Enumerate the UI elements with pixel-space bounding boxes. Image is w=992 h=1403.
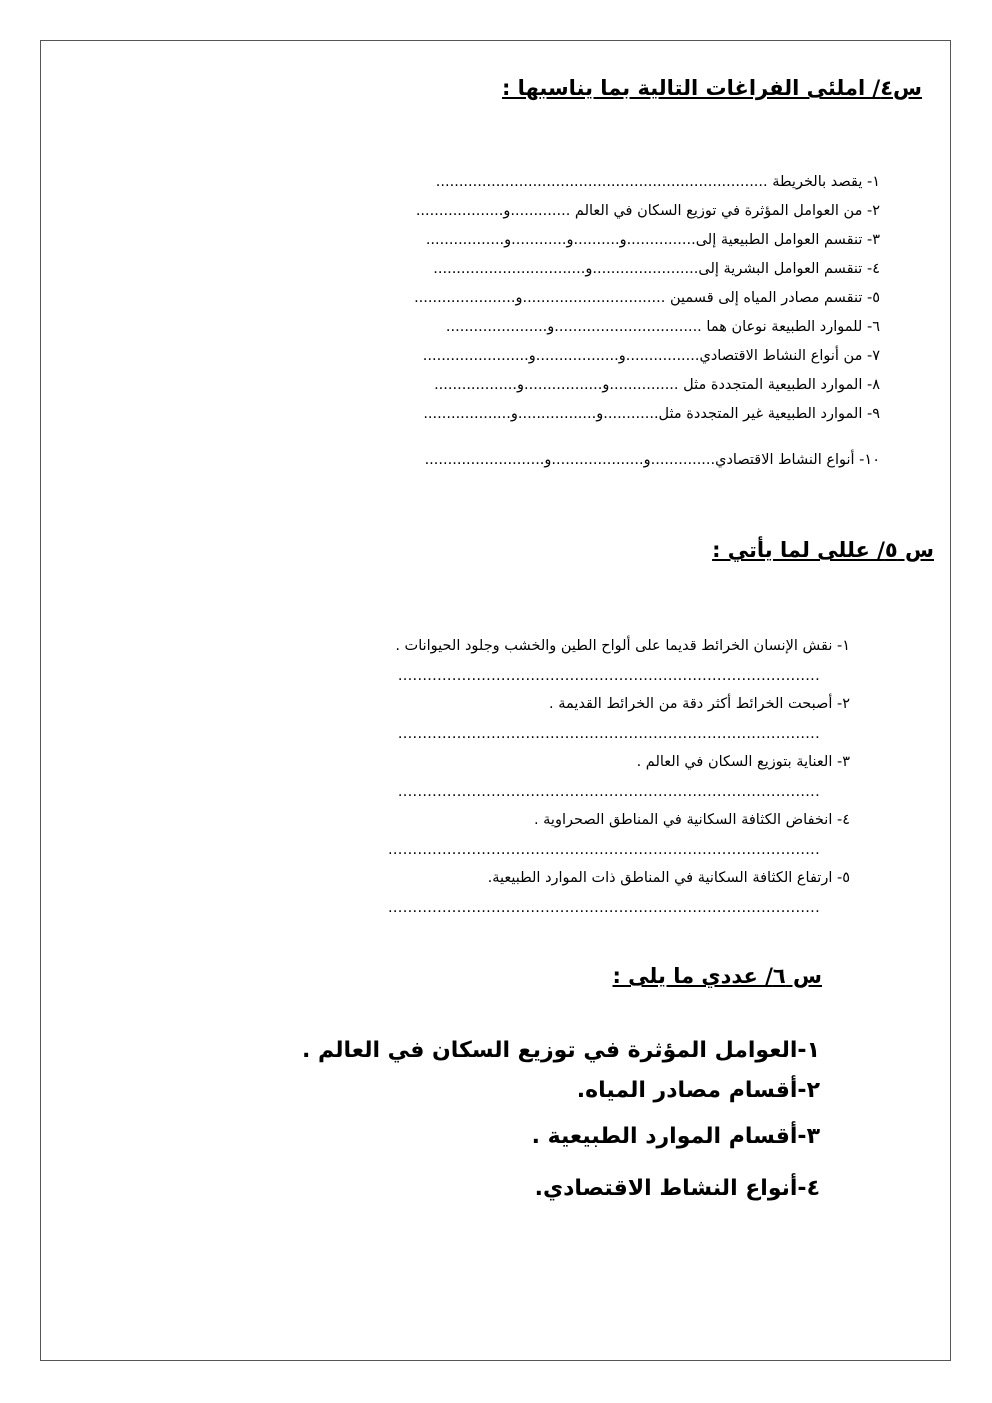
q4-item-1: ١- يقصد بالخريطة ........................................................................: [435, 174, 880, 190]
q4-item-7: ٧- من أنواع النشاط الاقتصادي................و..................و.......................: [422, 348, 880, 364]
q6-title: س ٦/ عددي ما يلى :: [612, 964, 822, 988]
q5-item-3: ٣- العناية بتوزيع السكان في العالم .: [636, 754, 850, 770]
q5-item-5: ٥- ارتفاع الكثافة السكانية في المناطق ذات الموارد الطبيعية.: [487, 870, 850, 886]
q4-item-5: ٥- تنقسم مصادر المياه إلى قسمين ...............................و......................: [414, 290, 880, 306]
q5-title: س ٥/ عللى لما يأتي :: [712, 538, 934, 562]
q6-item-3: ٣-أقسام الموارد الطبيعية .: [531, 1124, 820, 1149]
q5-answer-line-3: ......................................................................................: [397, 784, 820, 800]
q4-title: س٤/ املئى الفراغات التالية بما يناسبها :: [501, 76, 922, 100]
q5-answer-line-5: ........................................................................................: [387, 900, 820, 916]
q4-item-4: ٤- تنقسم العوامل البشرية إلى.......................و.................................: [433, 261, 880, 277]
q5-item-2: ٢- أصبحت الخرائط أكثر دقة من الخرائط القديمة .: [549, 696, 850, 712]
q4-item-10: ١٠- أنواع النشاط الاقتصادي..............و....................و..........................: [424, 452, 880, 468]
q6-item-4: ٤-أنواع النشاط الاقتصادي.: [534, 1176, 820, 1201]
q6-item-1: ١-العوامل المؤثرة في توزيع السكان في العالم .: [302, 1038, 820, 1063]
q4-item-9: ٩- الموارد الطبيعية غير المتجددة مثل............و.................و...................: [423, 406, 880, 422]
q5-answer-line-2: ......................................................................................: [397, 726, 820, 742]
q5-answer-line-4: ........................................................................................: [387, 842, 820, 858]
q5-item-1: ١- نقش الإنسان الخرائط قديما على ألواح الطين والخشب وجلود الحيوانات .: [395, 638, 850, 654]
q4-item-3: ٣- تنقسم العوامل الطبيعية إلى...............و..........و............و.................: [425, 232, 880, 248]
q5-answer-line-1: ......................................................................................: [397, 668, 820, 684]
q4-item-6: ٦- للموارد الطبيعة نوعان هما ................................و......................: [445, 319, 880, 335]
q4-item-8: ٨- الموارد الطبيعية المتجددة مثل ...............و.................و..................: [434, 377, 880, 393]
q5-item-4: ٤- انخفاض الكثافة السكانية في المناطق الصحراوية .: [533, 812, 850, 828]
q6-item-2: ٢-أقسام مصادر المياه.: [576, 1078, 820, 1103]
q4-item-2: ٢- من العوامل المؤثرة في توزيع السكان في العالم .............و...................: [415, 203, 880, 219]
